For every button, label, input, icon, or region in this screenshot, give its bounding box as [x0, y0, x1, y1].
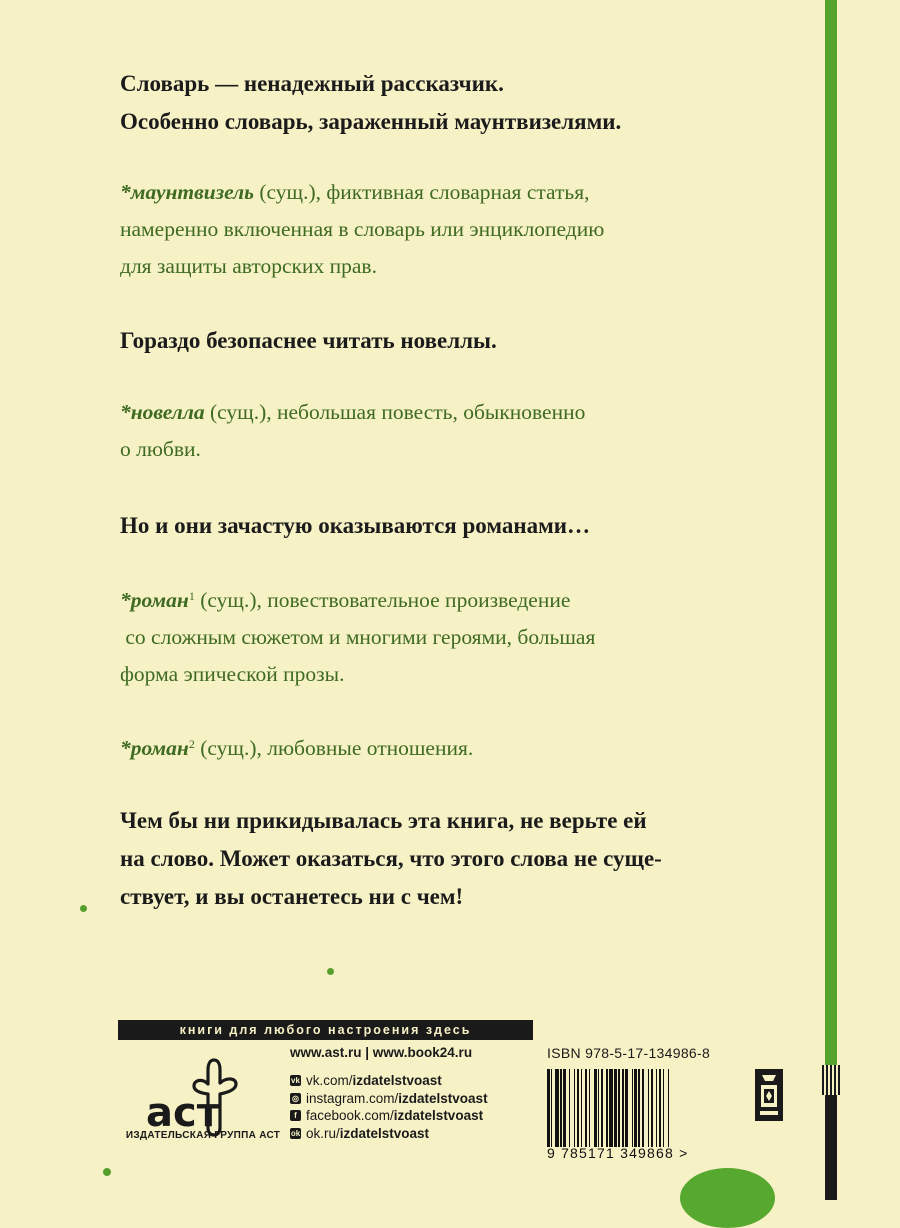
definition-term: *новелла: [120, 400, 205, 424]
publisher-name: ИЗДАТЕЛЬСКАЯ ГРУППА АСТ: [125, 1130, 281, 1141]
text-line: ствует, и вы останетесь ни с чем!: [120, 884, 464, 909]
definition-text: (сущ.), любовные отношения.: [194, 736, 474, 760]
green-dot-decoration: [80, 905, 87, 912]
text-line: намеренно включенная в словарь или энциклопедию: [120, 217, 605, 241]
text-line: Гораздо безопаснее читать новеллы.: [120, 328, 497, 353]
ast-logo: [130, 1052, 270, 1142]
text-line: форма эпической прозы.: [120, 662, 345, 686]
definition-text: (сущ.), небольшая повесть, обыкновенно: [204, 400, 586, 424]
definition-term: *роман: [120, 588, 189, 612]
text-line: Чем бы ни прикидывалась эта книга, не верьте ей: [120, 808, 647, 833]
ok-icon: ok: [290, 1128, 301, 1138]
social-link-handle: izdatelstvoast: [339, 1125, 430, 1141]
text-line: Словарь — ненадежный рассказчик.: [120, 71, 504, 96]
text-line: Особенно словарь, зараженный маунтвизелями.: [120, 109, 622, 134]
green-blob-decoration: [680, 1168, 775, 1228]
social-link-prefix: instagram.com/: [306, 1090, 399, 1106]
social-link-facebook[interactable]: [290, 1107, 488, 1125]
definition-roman-2: [120, 726, 780, 767]
publisher-links: [290, 1045, 488, 1142]
barcode: [547, 1069, 732, 1147]
spine-green-stripe: [825, 0, 837, 1200]
isbn-label: ISBN 978-5-17-134986-8: [547, 1045, 711, 1061]
text-line: о любви.: [120, 437, 201, 461]
text-line: [120, 726, 780, 767]
social-link-ok[interactable]: [290, 1125, 488, 1143]
logo-text: аст: [146, 1090, 220, 1136]
text-line: [120, 174, 780, 211]
social-link-handle: izdatelstvoast: [393, 1108, 484, 1124]
definition-superscript: 1: [188, 589, 195, 603]
text-line: для защиты авторских прав.: [120, 254, 377, 278]
definition-novella: [120, 394, 780, 468]
social-link-vk[interactable]: [290, 1072, 488, 1090]
definition-term: *роман: [120, 736, 189, 760]
social-link-prefix: vk.com/: [306, 1073, 353, 1089]
vk-icon: vk: [291, 1076, 300, 1086]
barcode-digits: 9 785171 349868 >: [547, 1145, 689, 1161]
definition-term: *маунтвизель: [120, 180, 254, 204]
social-link-instagram[interactable]: [290, 1090, 488, 1108]
social-link-prefix: facebook.com/: [306, 1108, 394, 1124]
paragraph-novels: [120, 507, 780, 545]
text-line: [120, 394, 780, 431]
green-dot-decoration: [103, 1168, 111, 1176]
green-dot-decoration: [327, 968, 334, 975]
text-line: [120, 578, 780, 619]
social-link-handle: izdatelstvoast: [352, 1073, 442, 1089]
definition-roman-1: [120, 578, 780, 693]
definition-text: (сущ.), фиктивная словарная статья,: [253, 180, 590, 204]
spine-pattern: [822, 1065, 840, 1095]
text-line: на слово. Может оказаться, что этого слова не суще-: [120, 846, 662, 871]
barcode-block: [547, 1045, 732, 1165]
text-line: Но и они зачастую оказываются романами…: [120, 513, 591, 538]
closing-paragraph: [120, 802, 780, 916]
social-link-prefix: ok.ru/: [306, 1125, 340, 1141]
social-links-list: [290, 1072, 488, 1142]
definition-text: (сущ.), повествовательное произведение: [194, 588, 571, 612]
instagram-icon: ◎: [290, 1093, 301, 1104]
barcode-bar: [669, 1069, 672, 1147]
definition-mountweasel: [120, 174, 780, 285]
definition-superscript: 2: [188, 737, 195, 751]
facebook-icon: f: [290, 1110, 301, 1121]
text-line: со сложным сюжетом и многими героями, большая: [120, 625, 596, 649]
paragraph-novellas: [120, 322, 780, 360]
intro-paragraph: [120, 65, 780, 141]
lantern-icon: [752, 1065, 786, 1125]
slogan-banner: книги для любого настроения здесь: [118, 1020, 533, 1040]
social-link-handle: izdatelstvoast: [398, 1090, 488, 1106]
website-links[interactable]: www.ast.ru | www.book24.ru: [290, 1045, 473, 1060]
